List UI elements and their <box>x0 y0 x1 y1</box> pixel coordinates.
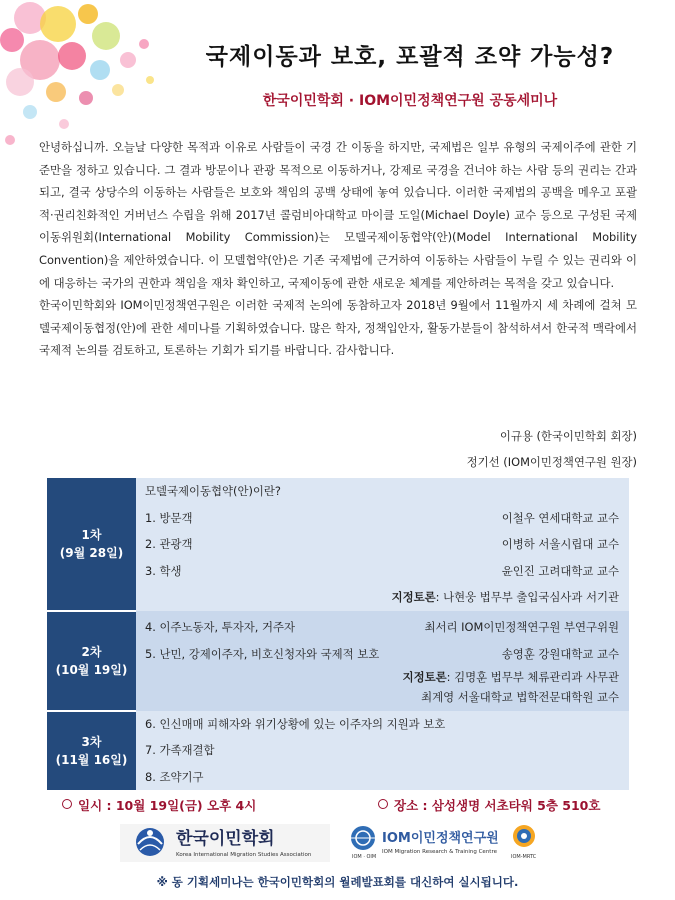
signer-2: 정기선 (IOM이민정책연구원 원장) <box>466 455 637 469</box>
event-venue-text: 장소 : 삼성생명 서초타워 5층 510호 <box>394 798 601 813</box>
session-2-date: (10월 19일) <box>55 662 128 677</box>
session-2-discussion <box>145 667 619 687</box>
discussion-text: : 김명훈 법무부 체류관리과 사무관 <box>446 670 619 684</box>
session-2-content <box>136 611 629 711</box>
session-item <box>145 531 619 558</box>
speaker: 송영훈 강원대학교 교수 <box>501 646 619 661</box>
kimas-name: 한국이민학회 <box>176 829 275 849</box>
topic: 2. 관광객 <box>145 537 193 552</box>
sponsor-logos <box>0 820 675 868</box>
session-item <box>145 558 619 585</box>
session-3-label: 3차 <box>81 734 102 749</box>
discussion-text-2: 최계영 서울대학교 법학전문대학원 교수 <box>421 690 619 704</box>
topic: 6. 인신매매 피해자와 위기상황에 있는 이주자의 지원과 보호 <box>145 716 446 731</box>
iom-tag: IOM · OIM <box>352 854 377 860</box>
session-1-discussion <box>145 584 619 611</box>
session-item <box>145 764 619 791</box>
topic: 7. 가족재결합 <box>145 743 215 758</box>
event-datetime-text: 일시 : 10월 19일(금) 오후 4시 <box>78 798 257 813</box>
session-item <box>145 505 619 532</box>
session-1-heading: 모델국제이동협약(안)이란? <box>145 484 281 499</box>
bullet-circle-icon <box>62 799 72 809</box>
event-datetime <box>62 796 256 814</box>
footer-note: ※ 동 기획세미나는 한국이민학회의 월례발표회를 대신하여 실시됩니다. <box>156 875 519 889</box>
session-2-label: 2차 <box>81 644 102 659</box>
topic: 8. 조약기구 <box>145 769 204 784</box>
session-3-content <box>136 711 629 791</box>
discussion-label: 지정토론 <box>391 590 436 605</box>
speaker: 최서리 IOM이민정책연구원 부연구위원 <box>424 620 619 635</box>
session-item <box>145 641 619 668</box>
page-subtitle: 한국이민학회 · IOM이민정책연구원 공동세미나 <box>262 93 558 109</box>
kimas-logo <box>120 824 330 862</box>
page-title: 국제이동과 보호, 포괄적 조약 가능성? <box>205 44 615 70</box>
iom-name: IOM이민정책연구원 <box>382 831 499 846</box>
session-2-discussion-2 <box>145 687 619 707</box>
discussion-text: : 나현웅 법무부 출입국심사과 서기관 <box>435 590 619 605</box>
bullet-circle-icon <box>378 799 388 809</box>
intro-paragraph-1: 안녕하십니까. 오늘날 다양한 목적과 이유로 사람들이 국경 간 이동을 하지만, 국제법은 일부 유형의 국제이주에 관한 기준만을 정하고 있습니다. 그 결과 방문이나 관광 목적으로 이동하거나, 강제로 국경을 건너야 하는 사람 등의 권리는 간과되고, 결국 상당수의 이동하는 사람들은 보호와 책임의 공백 상태에 놓여 있습니다. 이러한 국제법의 공백을 메우고 포괄적·권리친화적인 거버넌스 수립을 위해 2017년 콜럼비아대학교 마이클 도일(Michael Doyle) 교수 등으로 구성된 국제이동위원회(International Mobility Commission)는 모델국제이동협약(안)(Model International Mobility Convention)을 제안하였습니다. 이 모델협약(안)은 기존 국제법에 근거하여 이동하는 사람들이 누릴 수 있는 권리와 이에 대응하는 국가의 권한과 책임을 재차 확인하고, 국제이동에 관한 새로운 체계를 제안하려는 목적을 갖고 있습니다. <box>39 140 637 290</box>
iom-en: IOM Migration Research & Training Centre <box>382 849 497 855</box>
intro-paragraph-2: 한국이민학회와 IOM이민정책연구원은 이러한 국제적 논의에 동참하고자 2018년 9월에서 11월까지 세 차례에 걸쳐 모델국제이동협정(안)에 관한 세미나를 기획하였습니다. 많은 학자, 정책입안자, 활동가분들이 참석하셔서 한국적 맥락에서 국제적 논의를 검토하고, 토론하는 기회가 되기를 바랍니다. 감사합니다. <box>39 298 637 358</box>
session-1-date: (9월 28일) <box>59 545 124 560</box>
session-item <box>145 614 619 641</box>
session-1-label: 1차 <box>81 527 102 542</box>
speaker: 이병하 서울시립대 교수 <box>501 537 619 552</box>
intro-text <box>39 136 637 362</box>
session-1-heading-row <box>145 478 619 505</box>
signer-1: 이규용 (한국이민학회 회장) <box>499 429 637 443</box>
event-venue <box>378 796 600 814</box>
iom-mrtc-logo <box>351 825 537 860</box>
speaker: 윤인진 고려대학교 교수 <box>501 563 619 578</box>
topic: 3. 학생 <box>145 563 182 578</box>
session-3-date: (11월 16일) <box>55 752 128 767</box>
session-1-content <box>136 478 629 611</box>
session-item <box>145 737 619 764</box>
session-1-cell <box>47 478 136 611</box>
topic: 4. 이주노동자, 투자자, 거주자 <box>145 620 296 635</box>
topic: 1. 방문객 <box>145 510 193 525</box>
kimas-en: Korea International Migration Studies Association <box>176 852 312 858</box>
speaker: 이철우 연세대학교 교수 <box>501 510 619 525</box>
mrtc-tag: IOM-MRTC <box>511 854 537 860</box>
topic: 5. 난민, 강제이주자, 비호신청자와 국제적 보호 <box>145 646 380 661</box>
session-item <box>145 711 619 738</box>
schedule-table <box>47 478 629 786</box>
session-3-cell <box>47 711 136 791</box>
session-2-cell <box>47 611 136 711</box>
discussion-label: 지정토론 <box>402 670 447 684</box>
